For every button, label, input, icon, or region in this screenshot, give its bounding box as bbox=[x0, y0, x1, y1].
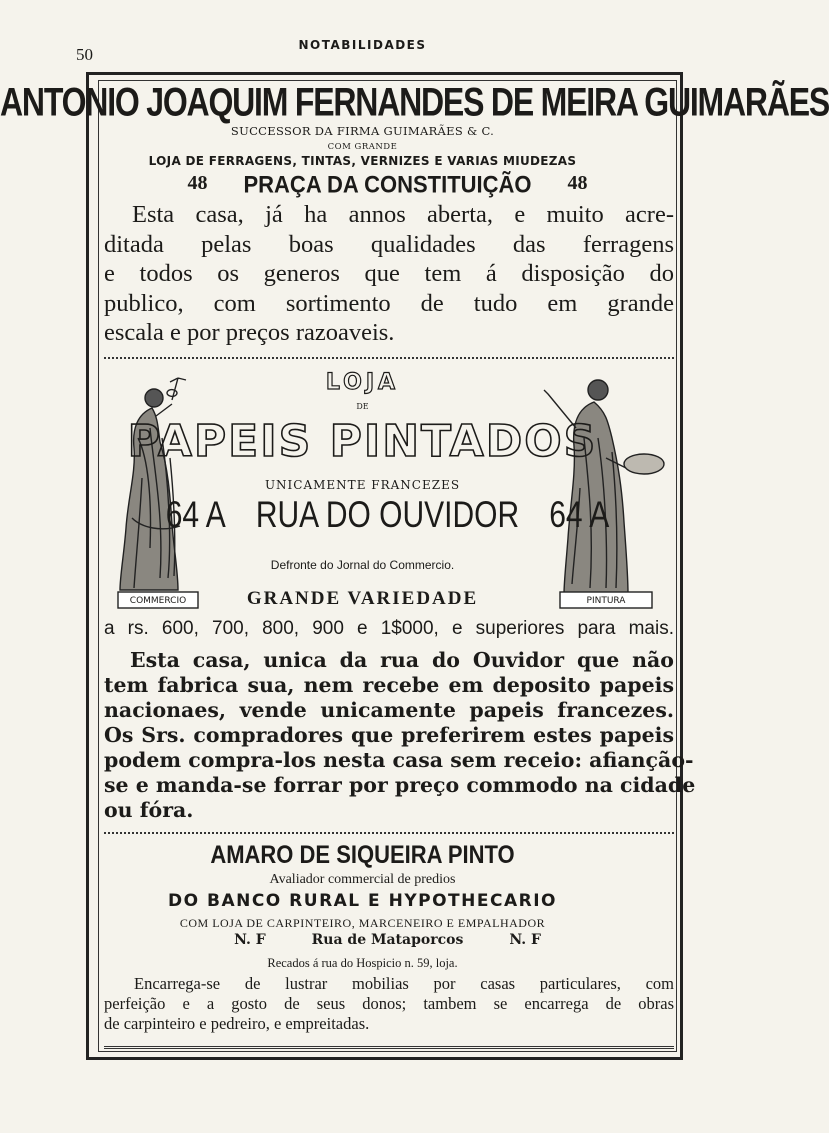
ad2-loja bbox=[0, 370, 725, 395]
ad2-opposite: Defronte do Jornal do Commercio. bbox=[270, 558, 455, 572]
ad3-shop: COM LOJA DE CARPINTEIRO, MARCENEIRO E EMPALHADOR bbox=[179, 916, 546, 930]
ad3-number-right: N. F bbox=[509, 932, 541, 948]
ad2-body-line: Os Srs. compradores que preferirem estes papeis bbox=[104, 723, 674, 747]
ad3-body-line: perfeição e a gosto de seus donos; tambem se encarrega de obras bbox=[104, 994, 674, 1013]
ad1-address-line bbox=[98, 172, 677, 198]
page-number: 50 bbox=[76, 45, 93, 64]
ad3-bank: DO BANCO RURAL E HYPOTHECARIO bbox=[168, 891, 557, 911]
ad2-title bbox=[0, 416, 725, 467]
commerce-label: COMMERCIO bbox=[129, 596, 187, 606]
ad1-body-line: escala e por preços razoaveis. bbox=[104, 319, 395, 346]
ad1-address: PRAÇA DA CONSTITUIÇÃO bbox=[243, 170, 532, 199]
ad2-title-text: PAPEIS PINTADOS bbox=[127, 416, 598, 467]
ad1-body-line: Esta casa, já ha annos aberta, e muito acre- bbox=[132, 201, 674, 228]
ad2-body-line: ou fóra. bbox=[104, 798, 194, 822]
ad3-body-line: Encarrega-se de lustrar mobilias por casas particulares, com bbox=[134, 974, 674, 993]
ad1-shop-type: LOJA DE FERRAGENS, TINTAS, VERNIZES E VARIAS MIUDEZAS bbox=[148, 154, 577, 168]
ad2-address-line bbox=[98, 494, 677, 552]
separator bbox=[104, 832, 674, 834]
ad1-name: ANTONIO JOAQUIM FERNANDES DE MEIRA GUIMARÃES bbox=[0, 79, 829, 125]
ad1-body-line: publico, com sortimento de tudo em grande bbox=[104, 289, 674, 317]
ad2-de: DE bbox=[356, 402, 369, 411]
ad2-number-left: 64 A bbox=[165, 494, 226, 536]
ad1-number-right: 48 bbox=[567, 172, 588, 194]
separator bbox=[104, 357, 674, 359]
ad2-body bbox=[104, 648, 696, 823]
ad3-street: Rua de Mataporcos bbox=[311, 932, 464, 948]
running-head: NOTABILIDADES bbox=[298, 38, 427, 52]
ad2-loja-text: LOJA bbox=[325, 370, 400, 395]
ad3-body-line: de carpinteiro e pedreiro, e empreitadas. bbox=[104, 1014, 370, 1033]
ad2-body-line: tem fabrica sua, nem recebe em deposito papeis bbox=[104, 673, 674, 697]
ad2-subtitle: UNICAMENTE FRANCEZES bbox=[264, 478, 461, 492]
ad3-messages: Recados á rua do Hospicio n. 59, loja. bbox=[267, 956, 458, 970]
ad2-body-line: Esta casa, unica da rua do Ouvidor que não bbox=[130, 648, 674, 672]
ad1-body bbox=[104, 200, 674, 348]
ad2-address: RUA DO OUVIDOR bbox=[255, 494, 520, 536]
ad1-body-line: e todos os generos que tem á disposição do bbox=[104, 260, 674, 287]
ad2-number-right: 64 A bbox=[549, 494, 610, 536]
ad2-variety: GRANDE VARIEDADE bbox=[246, 588, 479, 609]
ad3-number-left: N. F bbox=[234, 932, 266, 948]
painting-label: PINTURA bbox=[586, 596, 626, 606]
ad3-name: AMARO DE SIQUEIRA PINTO bbox=[210, 840, 515, 869]
ad1-successor: SUCCESSOR DA FIRMA GUIMARÃES & C. bbox=[230, 124, 495, 138]
ad3-address-line bbox=[98, 932, 677, 954]
ad2-body-line: se e manda-se forrar por preço commodo na cidade bbox=[104, 773, 696, 797]
ad1-body-line: ditada pelas boas qualidades das ferragens bbox=[104, 230, 674, 258]
ad3-body bbox=[104, 974, 674, 1034]
ad1-number-left: 48 bbox=[187, 172, 208, 194]
ad3-role: Avaliador commercial de predios bbox=[269, 872, 456, 887]
ad2-body-line: podem compra-los nesta casa sem receio: afianção- bbox=[104, 748, 694, 772]
ad2-prices: a rs. 600, 700, 800, 900 e 1$000, e superiores para mais. bbox=[104, 618, 674, 639]
ad2-body-line: nacionaes, vende unicamente papeis francezes. bbox=[104, 698, 674, 722]
bottom-rule bbox=[104, 1046, 674, 1049]
ad1-com-grande: COM GRANDE bbox=[327, 142, 398, 152]
